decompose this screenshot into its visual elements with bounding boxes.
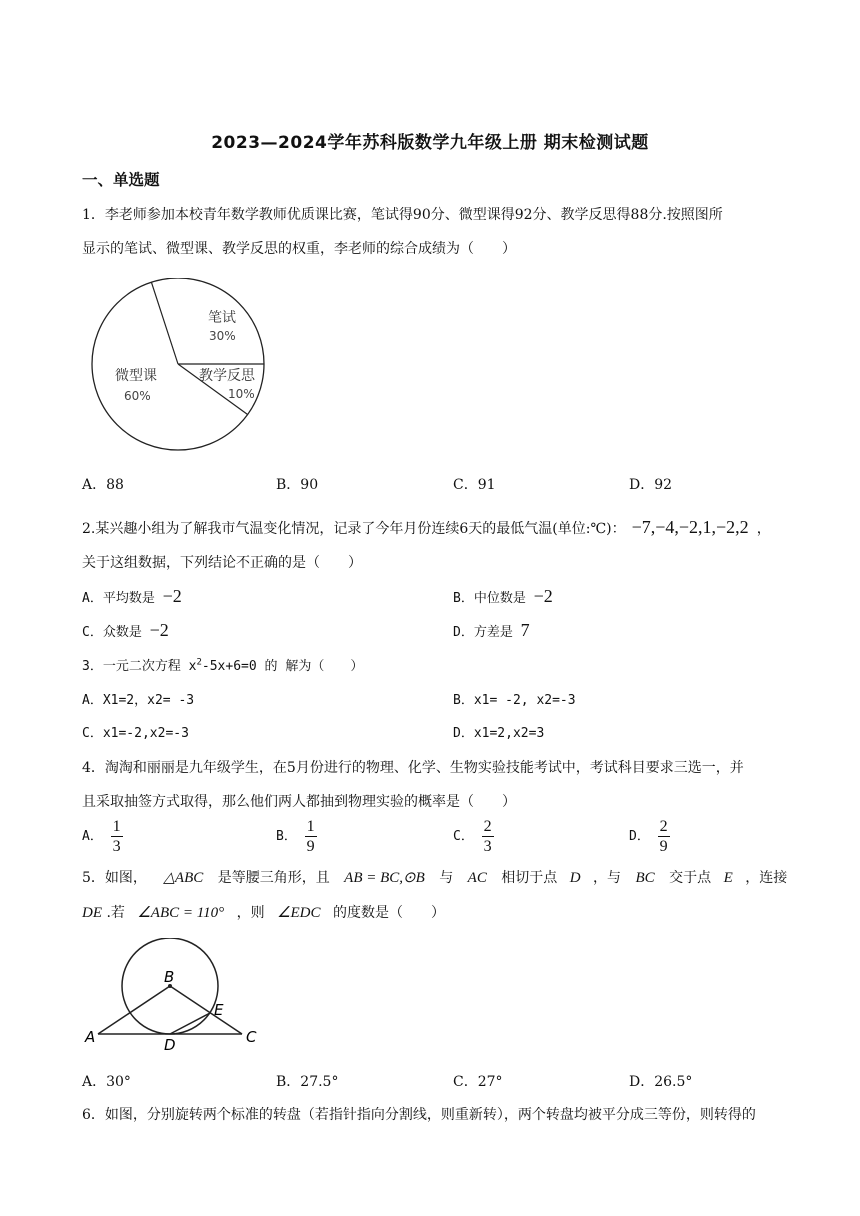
q2-line1 — [82, 517, 771, 538]
pie-pct-fansi: 10% — [228, 387, 255, 401]
q5-p10: 的度数是（ ） — [332, 905, 445, 921]
q5-line1 — [82, 867, 787, 887]
q4-c-num: 2 — [483, 818, 492, 835]
q5-geometry-figure — [82, 938, 264, 1050]
page-title: 2023—2024学年苏科版数学九年级上册 期末检测试题 — [211, 133, 649, 153]
q4-option-d[interactable] — [629, 817, 670, 856]
q5-p6: 交于点 — [669, 870, 712, 886]
q4-option-a-letter: A． — [82, 829, 103, 844]
q4-option-c-fraction — [482, 817, 494, 856]
q2-option-c-label: C．众数是 — [82, 625, 142, 640]
q2-option-b[interactable] — [453, 586, 553, 607]
q4-b-num: 1 — [306, 818, 315, 835]
q5-option-a[interactable]: A．30° — [82, 1074, 131, 1090]
q5-angle2: ∠EDC — [277, 905, 321, 921]
q2-option-d-label: D．方差是 — [453, 625, 513, 640]
q5-label-c: C — [246, 1028, 257, 1046]
q5-de: DE — [82, 905, 102, 921]
q4-option-d-fraction — [658, 817, 670, 856]
q5-triangle: △ABC — [163, 870, 204, 886]
q2-option-c-value: −2 — [149, 620, 169, 640]
q5-option-d[interactable]: D．26.5° — [629, 1074, 693, 1090]
q1-option-a[interactable]: A．88 — [82, 477, 124, 493]
q4-c-den: 3 — [483, 838, 492, 855]
pie-pct-bishi: 30% — [209, 329, 236, 343]
q3-stem-a: 3．一元二次方程 x — [82, 659, 197, 674]
q2-data-values: −7,−4,−2,1,−2,2 — [631, 517, 749, 537]
q5-ac: AC — [467, 870, 487, 886]
q4-option-c[interactable] — [453, 817, 494, 856]
pie-pct-weixingke: 60% — [124, 389, 151, 403]
q5-d: D — [569, 870, 581, 886]
q4-d-den: 9 — [659, 838, 668, 855]
q4-option-b[interactable] — [276, 817, 317, 856]
pie-label-bishi: 笔试 — [208, 310, 236, 326]
q1-pie-chart — [88, 278, 272, 454]
q2-option-a-label: A．平均数是 — [82, 591, 155, 606]
q1-option-c[interactable]: C．91 — [453, 477, 496, 493]
q3-option-c[interactable]: C．x1=-2,x2=-3 — [82, 726, 189, 741]
q3-stem-b: -5x+6=0 的 解为（ ） — [201, 659, 364, 674]
q5-p3: 与 — [439, 870, 454, 886]
q2-option-b-value: −2 — [533, 586, 553, 606]
q4-b-den: 9 — [306, 838, 315, 855]
q1-line1: 1．李老师参加本校青年数学教师优质课比赛，笔试得90分、微型课得92分、教学反思得88分.按照图所 — [82, 207, 723, 223]
q3-stem — [82, 655, 363, 674]
q4-option-a[interactable] — [82, 817, 123, 856]
q5-p1: 5．如图， — [82, 870, 147, 886]
q5-p2: 是等腰三角形，且 — [217, 870, 330, 886]
q2-option-c[interactable] — [82, 620, 169, 641]
q4-option-b-letter: B． — [276, 829, 297, 844]
q1-line2: 显示的笔试、微型课、教学反思的权重，李老师的综合成绩为（ ） — [82, 241, 516, 257]
q4-option-b-fraction — [305, 817, 317, 856]
q5-p9: ，则 — [236, 905, 265, 921]
q4-line1: 4．淘淘和丽丽是九年级学生，在5月份进行的物理、化学、生物实验技能考试中，考试科目要求三选一，并 — [82, 760, 744, 776]
q4-a-den: 3 — [112, 838, 121, 855]
q5-bc: BC — [635, 870, 655, 886]
q2-option-a[interactable] — [82, 586, 182, 607]
q4-line2: 且采取抽签方式取得，那么他们两人都抽到物理实验的概率是（ ） — [82, 794, 516, 810]
q2-option-d-value: 7 — [520, 620, 530, 640]
q3-option-b[interactable]: B．x1= -2, x2=-3 — [453, 693, 576, 708]
q5-label-e: E — [214, 1001, 224, 1019]
q2-option-b-label: B．中位数是 — [453, 591, 526, 606]
q5-p7: ，连接 — [745, 870, 788, 886]
q5-p4: 相切于点 — [501, 870, 558, 886]
q5-p8: .若 — [106, 905, 125, 921]
section-heading: 一、单选题 — [82, 171, 160, 189]
q5-e: E — [723, 870, 733, 886]
q4-option-a-fraction — [111, 817, 123, 856]
q2-stem: 2.某兴趣小组为了解我市气温变化情况，记录了今年月份连续6天的最低气温(单位:℃)： — [82, 521, 626, 537]
q5-label-d: D — [164, 1036, 176, 1050]
pie-label-fansi: 教学反思 — [199, 368, 255, 384]
q5-option-c[interactable]: C．27° — [453, 1074, 503, 1090]
q4-d-num: 2 — [659, 818, 668, 835]
q5-label-b: B — [164, 968, 175, 986]
q5-angle: ∠ABC = 110° — [137, 905, 225, 921]
q3-option-a[interactable]: A．X1=2，x2= -3 — [82, 693, 195, 708]
pie-label-weixingke: 微型课 — [115, 368, 157, 384]
q4-a-num: 1 — [112, 818, 121, 835]
q2-option-a-value: −2 — [162, 586, 182, 606]
q5-equality: AB = BC,⊙B — [344, 870, 425, 886]
q2-option-d[interactable] — [453, 620, 530, 641]
q4-option-c-letter: C． — [453, 829, 474, 844]
q1-option-d[interactable]: D．92 — [629, 477, 673, 493]
q3-stem-sup: 2 — [196, 657, 202, 668]
q4-option-d-letter: D． — [629, 829, 650, 844]
q2-line2: 关于这组数据，下列结论不正确的是（ ） — [82, 555, 362, 571]
q3-option-d[interactable]: D．x1=2,x2=3 — [453, 726, 545, 741]
q5-label-a: A — [85, 1028, 96, 1046]
q5-option-b[interactable]: B．27.5° — [276, 1074, 339, 1090]
q5-p5: ，与 — [593, 870, 622, 886]
q2-comma: ， — [756, 521, 771, 537]
q6-line1: 6．如图，分别旋转两个标准的转盘（若指针指向分割线，则重新转），两个转盘均被平分成三等份，则转得的 — [82, 1107, 756, 1123]
q5-line2 — [82, 902, 445, 922]
q1-option-b[interactable]: B．90 — [276, 477, 319, 493]
